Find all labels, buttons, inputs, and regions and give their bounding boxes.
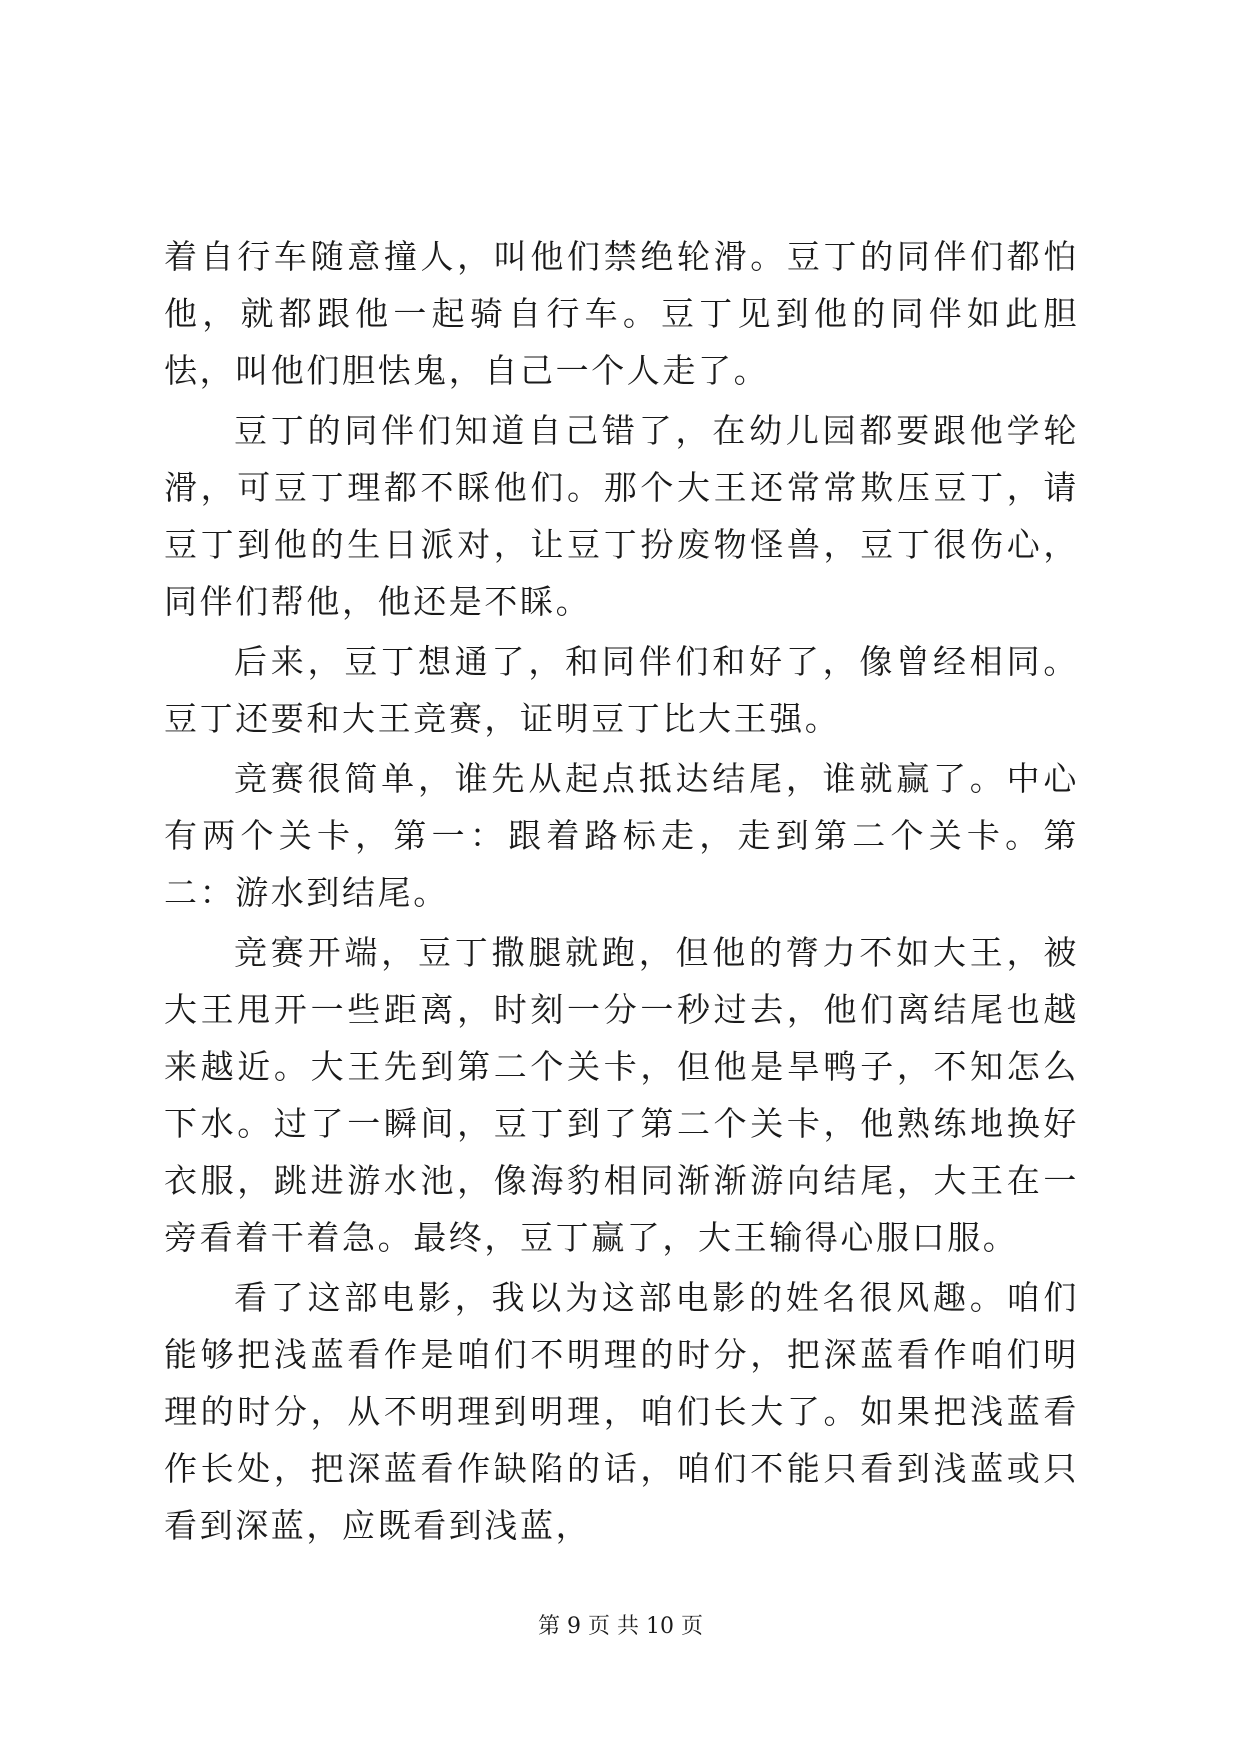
paragraph-5: 竞赛开端，豆丁撒腿就跑，但他的膂力不如大王，被大王甩开一些距离，时刻一分一秒过去，他们离结尾也越来越近。大王先到第二个关卡，但他是旱鸭子，不知怎么下水。过了一瞬间，豆丁到了第二个关卡，他熟练地换好衣服，跳进游水池，像海豹相同渐渐游向结尾，大王在一旁看着干着急。最终，豆丁赢了，大王输得心服口服。 xyxy=(164,933,1079,1257)
paragraph-2: 豆丁的同伴们知道自己错了，在幼儿园都要跟他学轮滑，可豆丁理都不睬他们。那个大王还常常欺压豆丁，请豆丁到他的生日派对，让豆丁扮废物怪兽，豆丁很伤心，同伴们帮他，他还是不睬。 xyxy=(164,411,1079,621)
paragraph-4: 竞赛很简单，谁先从起点抵达结尾，谁就赢了。中心有两个关卡，第一：跟着路标走，走到第二个关卡。第二：游水到结尾。 xyxy=(164,759,1079,912)
paragraph-1: 着自行车随意撞人，叫他们禁绝轮滑。豆丁的同伴们都怕他，就都跟他一起骑自行车。豆丁见到他的同伴如此胆怯，叫他们胆怯鬼，自己一个人走了。 xyxy=(164,237,1079,390)
body-text xyxy=(164,228,1079,1557)
paragraph-6: 看了这部电影，我以为这部电影的姓名很风趣。咱们能够把浅蓝看作是咱们不明理的时分，把深蓝看作咱们明理的时分，从不明理到明理，咱们长大了。如果把浅蓝看作长处，把深蓝看作缺陷的话，咱们不能只看到浅蓝或只看到深蓝，应既看到浅蓝， xyxy=(164,1278,1079,1545)
page-footer xyxy=(0,1612,1241,1642)
page-number-label: 第 9 页 共 10 页 xyxy=(538,1614,703,1639)
paragraph-3: 后来，豆丁想通了，和同伴们和好了，像曾经相同。豆丁还要和大王竞赛，证明豆丁比大王强。 xyxy=(164,642,1079,738)
